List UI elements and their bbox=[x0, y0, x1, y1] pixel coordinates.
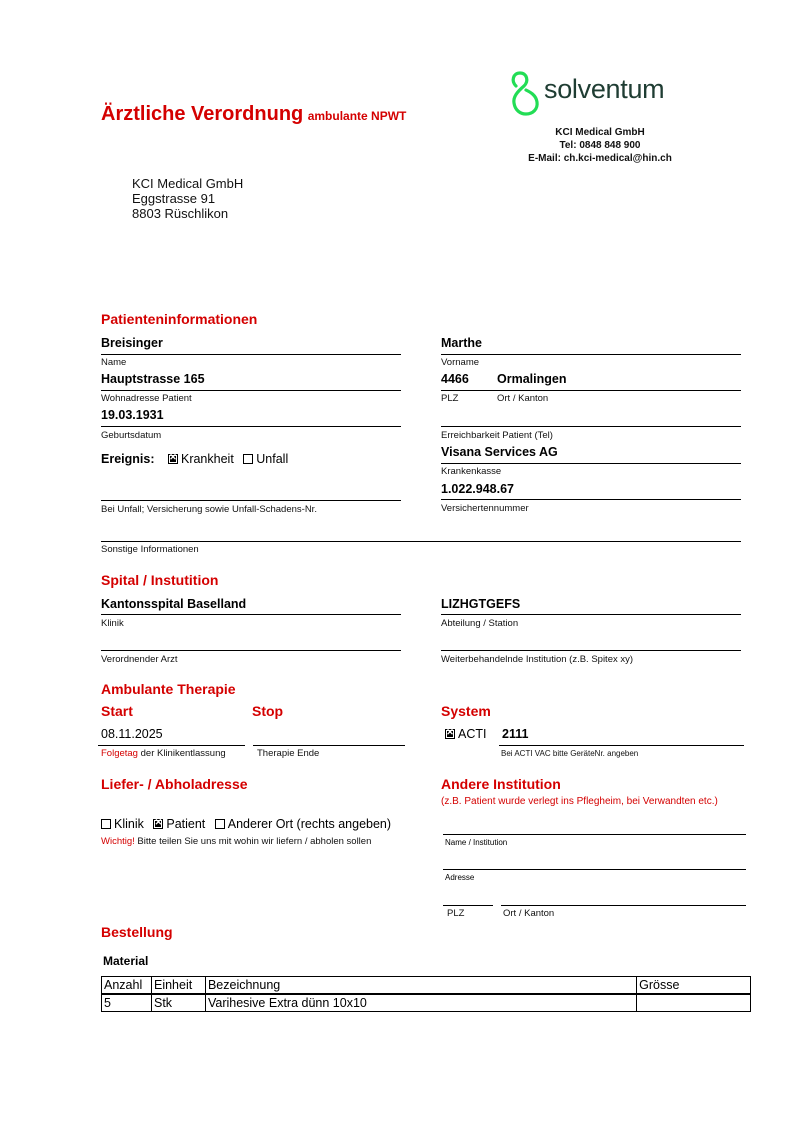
followup-line bbox=[441, 650, 741, 651]
system-option-acti-label: ACTI bbox=[458, 727, 487, 741]
patient-address-line bbox=[101, 390, 401, 391]
patient-firstname-label: Vorname bbox=[441, 357, 480, 368]
patient-birthdate-value[interactable]: 19.03.1931 bbox=[101, 408, 164, 422]
cell-anzahl[interactable]: 5 bbox=[102, 994, 152, 1012]
checkbox-acti[interactable] bbox=[445, 729, 455, 739]
other-institution-subtitle: (z.B. Patient wurde verlegt ins Pflegheim, bei Verwandten etc.) bbox=[441, 796, 718, 807]
patient-name-value[interactable]: Breisinger bbox=[101, 336, 163, 350]
checkbox-unfall[interactable] bbox=[243, 454, 253, 464]
patient-city-line bbox=[489, 390, 741, 391]
patient-phone-label: Erreichbarkeit Patient (Tel) bbox=[441, 430, 553, 441]
patient-insurance-no-label: Versichertennummer bbox=[441, 503, 529, 514]
section-other-institution-title: Andere Institution bbox=[441, 776, 561, 792]
recipient-line-3: 8803 Rüschlikon bbox=[132, 206, 229, 221]
system-option-acti[interactable] bbox=[445, 727, 486, 741]
event-row bbox=[101, 452, 294, 466]
patient-insurance-no-line bbox=[441, 499, 741, 500]
other-institution-plz-label: PLZ bbox=[447, 908, 465, 919]
delivery-option-klinik[interactable] bbox=[101, 817, 144, 831]
other-institution-city-line bbox=[501, 905, 746, 906]
column-header-einheit: Einheit bbox=[151, 977, 205, 995]
doctor-label: Verordnender Arzt bbox=[101, 654, 178, 665]
ward-label: Abteilung / Station bbox=[441, 618, 519, 629]
system-hint: Bei ACTI VAC bitte GeräteNr. angeben bbox=[501, 749, 639, 758]
ward-value[interactable]: LIZHGTGEFS bbox=[441, 597, 521, 611]
delivery-option-patient[interactable] bbox=[153, 817, 205, 831]
delivery-options bbox=[101, 817, 397, 831]
cell-einheit[interactable]: Stk bbox=[151, 994, 205, 1012]
patient-insurer-value[interactable]: Visana Services AG bbox=[441, 445, 558, 459]
patient-address-value[interactable]: Hauptstrasse 165 bbox=[101, 372, 205, 386]
delivery-note-rest: Bitte teilen Sie uns mit wohin wir liefern / abholen sollen bbox=[134, 836, 372, 847]
checkbox-klinik[interactable] bbox=[101, 819, 111, 829]
event-label: Ereignis: bbox=[101, 452, 155, 466]
table-header-row bbox=[102, 977, 751, 995]
event-option-unfall-label: Unfall bbox=[256, 452, 289, 466]
company-logo bbox=[508, 70, 688, 118]
doctor-line bbox=[101, 650, 401, 651]
followup-label: Weiterbehandelnde Institution (z.B. Spitex xy) bbox=[441, 654, 634, 665]
therapy-start-label-rest: der Klinikentlassung bbox=[137, 748, 226, 759]
patient-firstname-value[interactable]: Marthe bbox=[441, 336, 482, 350]
delivery-note-red: Wichtig! bbox=[101, 836, 135, 847]
therapy-start-label-red: Folgetag bbox=[101, 748, 138, 759]
clinic-line bbox=[101, 614, 401, 615]
event-option-krankheit-label: Krankheit bbox=[180, 452, 234, 466]
cell-groesse[interactable] bbox=[637, 994, 751, 1012]
checkbox-patient[interactable] bbox=[153, 819, 163, 829]
patient-plz-line bbox=[441, 390, 489, 391]
patient-birthdate-line bbox=[101, 426, 401, 427]
therapy-start-label bbox=[101, 748, 226, 759]
column-header-bezeichnung: Bezeichnung bbox=[205, 977, 636, 995]
section-delivery-title: Liefer- / Abholadresse bbox=[101, 776, 248, 792]
system-title: System bbox=[441, 703, 491, 719]
delivery-option-other[interactable] bbox=[215, 817, 391, 831]
other-institution-name-label: Name / Institution bbox=[445, 838, 508, 847]
company-tel: Tel: 0848 848 900 bbox=[559, 140, 641, 151]
therapy-start-line bbox=[98, 745, 245, 746]
therapy-start-value[interactable]: 08.11.2025 bbox=[101, 727, 163, 741]
section-therapy-title: Ambulante Therapie bbox=[101, 681, 236, 697]
therapy-stop-title: Stop bbox=[252, 703, 284, 719]
patient-birthdate-label: Geburtsdatum bbox=[101, 430, 162, 441]
logo-text: solventum bbox=[544, 74, 665, 104]
material-table bbox=[101, 976, 751, 1012]
checkbox-krankheit[interactable] bbox=[168, 454, 178, 464]
patient-name-label: Name bbox=[101, 357, 127, 368]
column-header-anzahl: Anzahl bbox=[102, 977, 152, 995]
delivery-option-patient-label: Patient bbox=[166, 817, 206, 831]
clinic-value[interactable]: Kantonsspital Baselland bbox=[101, 597, 247, 611]
patient-plz-label: PLZ bbox=[441, 393, 459, 404]
therapy-start-title: Start bbox=[101, 703, 133, 719]
other-info-line bbox=[101, 541, 741, 542]
recipient-line-1: KCI Medical GmbH bbox=[132, 176, 244, 191]
section-patient-title: Patienteninformationen bbox=[101, 311, 258, 327]
patient-insurer-line bbox=[441, 463, 741, 464]
therapy-stop-label: Therapie Ende bbox=[257, 748, 320, 759]
section-hospital-title: Spital / Instutition bbox=[101, 572, 219, 588]
event-option-unfall[interactable] bbox=[243, 452, 288, 466]
patient-insurance-no-value[interactable]: 1.022.948.67 bbox=[441, 482, 514, 496]
event-option-krankheit[interactable] bbox=[168, 452, 237, 466]
checkbox-other-location[interactable] bbox=[215, 819, 225, 829]
patient-address-label: Wohnadresse Patient bbox=[101, 393, 192, 404]
patient-name-line bbox=[101, 354, 401, 355]
title-main: Ärztliche Verordnung bbox=[101, 103, 304, 125]
patient-firstname-line bbox=[441, 354, 741, 355]
recipient-line-2: Eggstrasse 91 bbox=[132, 191, 216, 206]
solventum-logo-icon bbox=[508, 70, 542, 116]
company-name: KCI Medical GmbH bbox=[555, 127, 645, 138]
patient-city-label: Ort / Kanton bbox=[497, 393, 549, 404]
document-title bbox=[101, 103, 406, 126]
system-device-line bbox=[499, 745, 744, 746]
accident-line bbox=[101, 500, 401, 501]
ward-line bbox=[441, 614, 741, 615]
therapy-stop-line bbox=[253, 745, 405, 746]
cell-bezeichnung[interactable]: Varihesive Extra dünn 10x10 bbox=[205, 994, 636, 1012]
delivery-option-other-label: Anderer Ort (rechts angeben) bbox=[227, 817, 392, 831]
company-email: E-Mail: ch.kci-medical@hin.ch bbox=[528, 153, 672, 164]
other-institution-city-label: Ort / Kanton bbox=[503, 908, 555, 919]
material-title: Material bbox=[103, 954, 149, 968]
clinic-label: Klinik bbox=[101, 618, 124, 629]
accident-label: Bei Unfall; Versicherung sowie Unfall-Schadens-Nr. bbox=[101, 504, 317, 515]
other-info-label: Sonstige Informationen bbox=[101, 544, 199, 555]
other-institution-address-line bbox=[443, 869, 746, 870]
delivery-note bbox=[101, 836, 371, 847]
patient-phone-line bbox=[441, 426, 741, 427]
other-institution-plz-line bbox=[443, 905, 493, 906]
patient-plz-value[interactable]: 4466 bbox=[441, 372, 469, 386]
column-header-groesse: Grösse bbox=[637, 977, 751, 995]
table-row bbox=[102, 994, 751, 1012]
recipient-address bbox=[132, 176, 243, 221]
title-sub: ambulante NPWT bbox=[307, 109, 407, 123]
delivery-option-klinik-label: Klinik bbox=[114, 817, 144, 831]
patient-insurer-label: Krankenkasse bbox=[441, 466, 502, 477]
other-institution-name-line bbox=[443, 834, 746, 835]
patient-city-value[interactable]: Ormalingen bbox=[497, 372, 567, 386]
system-device-no[interactable]: 2111 bbox=[502, 727, 529, 741]
section-order-title: Bestellung bbox=[101, 924, 173, 940]
other-institution-address-label: Adresse bbox=[445, 873, 475, 882]
